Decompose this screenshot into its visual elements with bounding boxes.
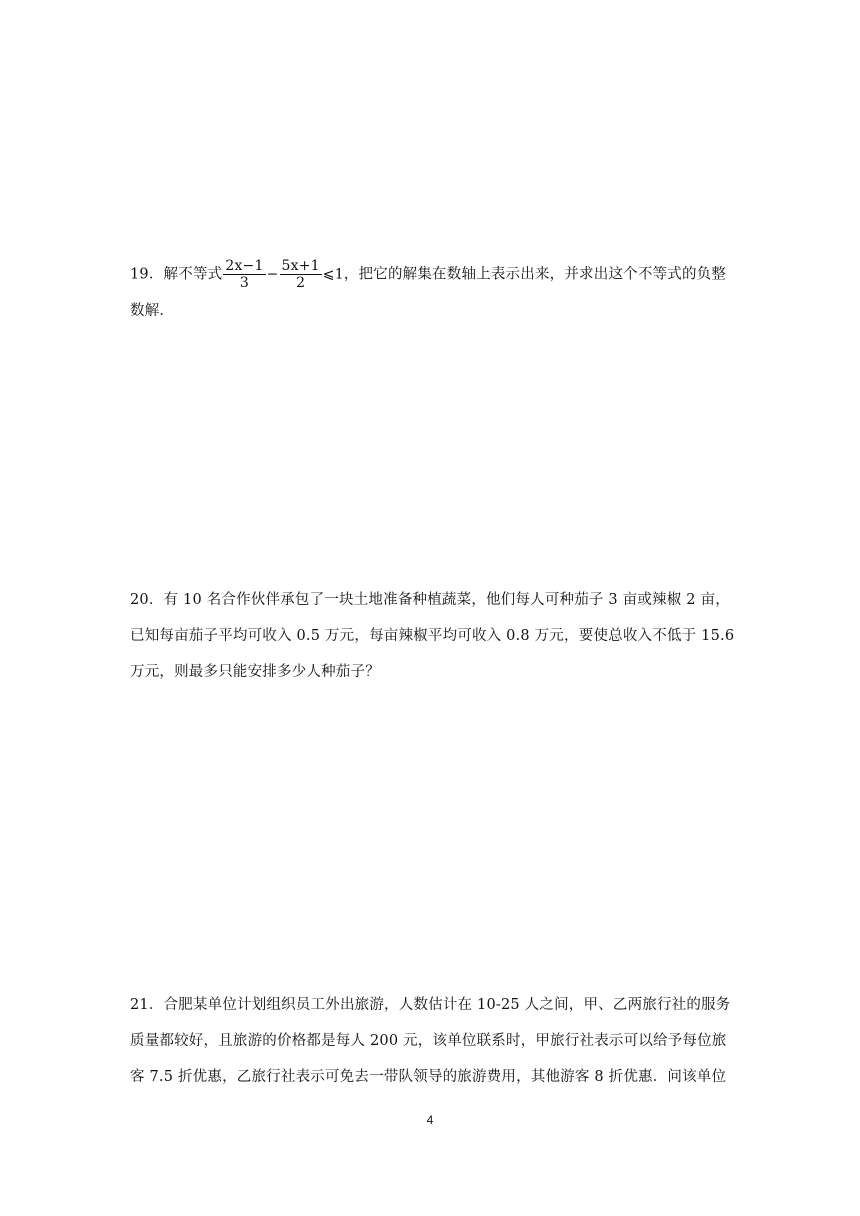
question-21-line-2: 质量都较好，且旅游的价格都是每人 200 元，该单位联系时，甲旅行社表示可以给予每位旅 [130, 1033, 727, 1049]
question-19-prefix: 19．解不等式 [130, 266, 223, 283]
question-19-line-1 [130, 258, 726, 291]
question-20-line-2: 已知每亩茄子平均可收入 0.5 万元，每亩辣椒平均可收入 0.8 万元，要使总收入不低于 15.6 [130, 628, 735, 644]
fraction-1-denominator: 3 [239, 275, 250, 291]
question-20-line-3: 万元，则最多只能安排多少人种茄子？ [130, 664, 380, 680]
question-21-line-1: 21．合肥某单位计划组织员工外出旅游，人数估计在 10-25 人之间，甲、乙两旅行社的服务 [130, 997, 731, 1013]
question-19-suffix: ，把它的解集在数轴上表示出来，并求出这个不等式的负整 [343, 266, 727, 283]
minus-sign: − [266, 266, 279, 283]
question-21-line-3: 客 7.5 折优惠，乙旅行社表示可免去一带队领导的旅游费用，其他游客 8 折优惠．问该单位 [130, 1069, 727, 1085]
relation-leq-1: ⩽1 [322, 266, 344, 283]
question-19-line-2: 数解． [130, 303, 175, 319]
fraction-2-denominator: 2 [296, 275, 306, 291]
fraction-2-numerator: 5x+1 [281, 258, 320, 274]
fraction-2x-1-over-3 [223, 258, 265, 291]
fraction-5x-1-over-2 [280, 258, 322, 291]
question-20-line-1: 20．有 10 名合作伙伴承包了一块土地准备种植蔬菜，他们每人可种茄子 3 亩或辣椒 2 亩， [130, 592, 730, 608]
fraction-1-numerator: 2x−1 [225, 258, 264, 274]
page-number: 4 [426, 1113, 434, 1127]
